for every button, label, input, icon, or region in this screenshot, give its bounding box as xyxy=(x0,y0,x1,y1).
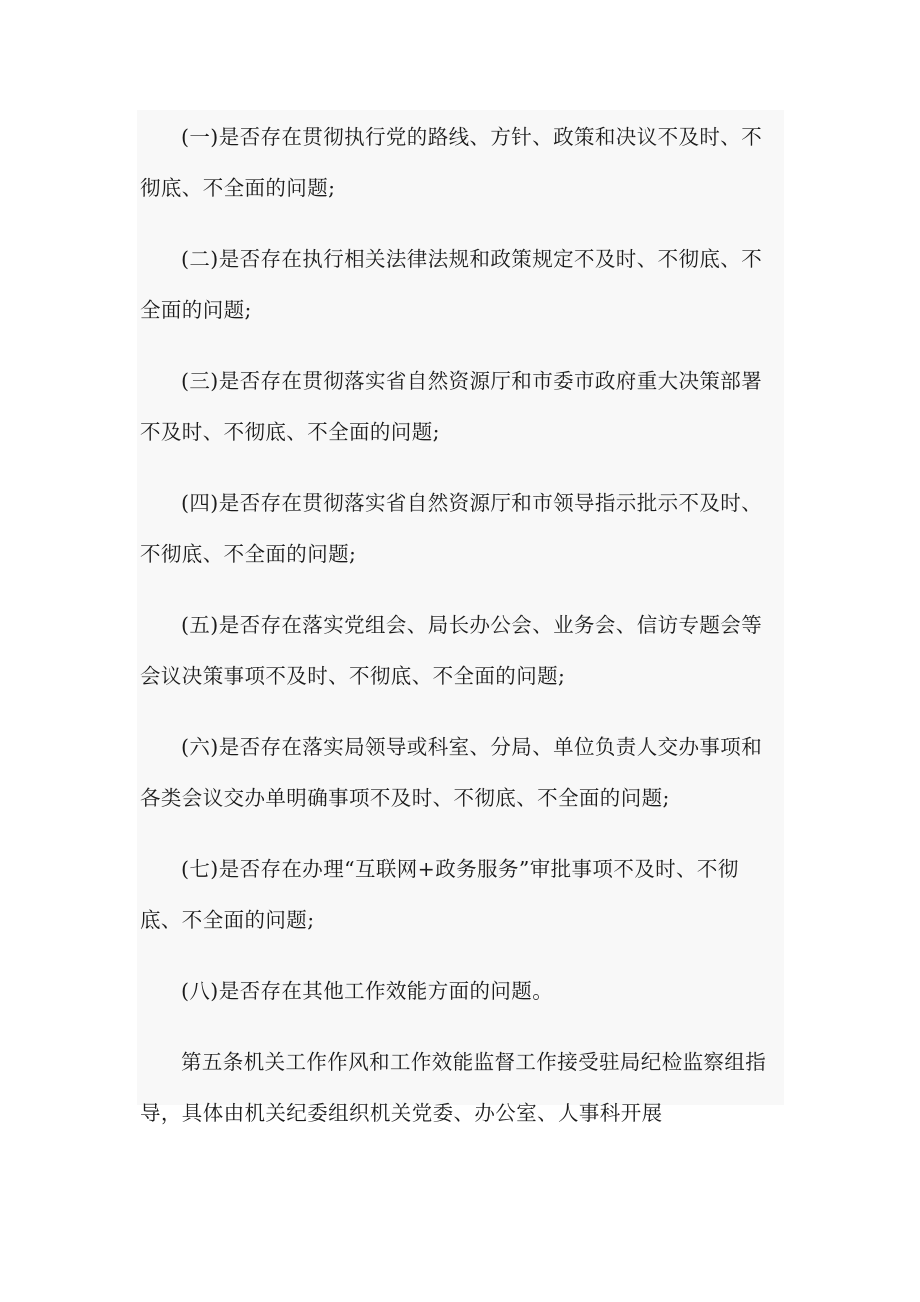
article-5-paragraph: 第五条机关工作作风和工作效能监督工作接受驻局纪检监察组指导，具体由机关纪委组织机关党委、办公室、人事科开展 xyxy=(140,1050,767,1125)
paragraph-item-8: (八)是否存在其他工作效能方面的问题。 xyxy=(181,979,554,1003)
paragraph-item-5: (五)是否存在落实党组会、局长办公会、业务会、信访专题会等会议决策事项不及时、不彻底、不全面的问题; xyxy=(140,613,763,688)
paragraph-item-2: (二)是否存在执行相关法律法规和政策规定不及时、不彻底、不全面的问题; xyxy=(140,247,763,322)
document-body xyxy=(140,112,780,1159)
paragraph-item-3: (三)是否存在贯彻落实省自然资源厅和市委市政府重大决策部署不及时、不彻底、不全面的问题; xyxy=(140,369,763,444)
paragraph-item-1: (一)是否存在贯彻执行党的路线、方针、政策和决议不及时、不彻底、不全面的问题; xyxy=(140,125,763,200)
paragraph-item-7: (七)是否存在办理“互联网+政务服务”审批事项不及时、不彻底、不全面的问题; xyxy=(140,857,739,932)
paragraph-item-4: (四)是否存在贯彻落实省自然资源厅和市领导指示批示不及时、不彻底、不全面的问题; xyxy=(140,491,763,566)
paragraph-item-6: (六)是否存在落实局领导或科室、分局、单位负责人交办事项和各类会议交办单明确事项不及时、不彻底、不全面的问题; xyxy=(140,735,763,810)
